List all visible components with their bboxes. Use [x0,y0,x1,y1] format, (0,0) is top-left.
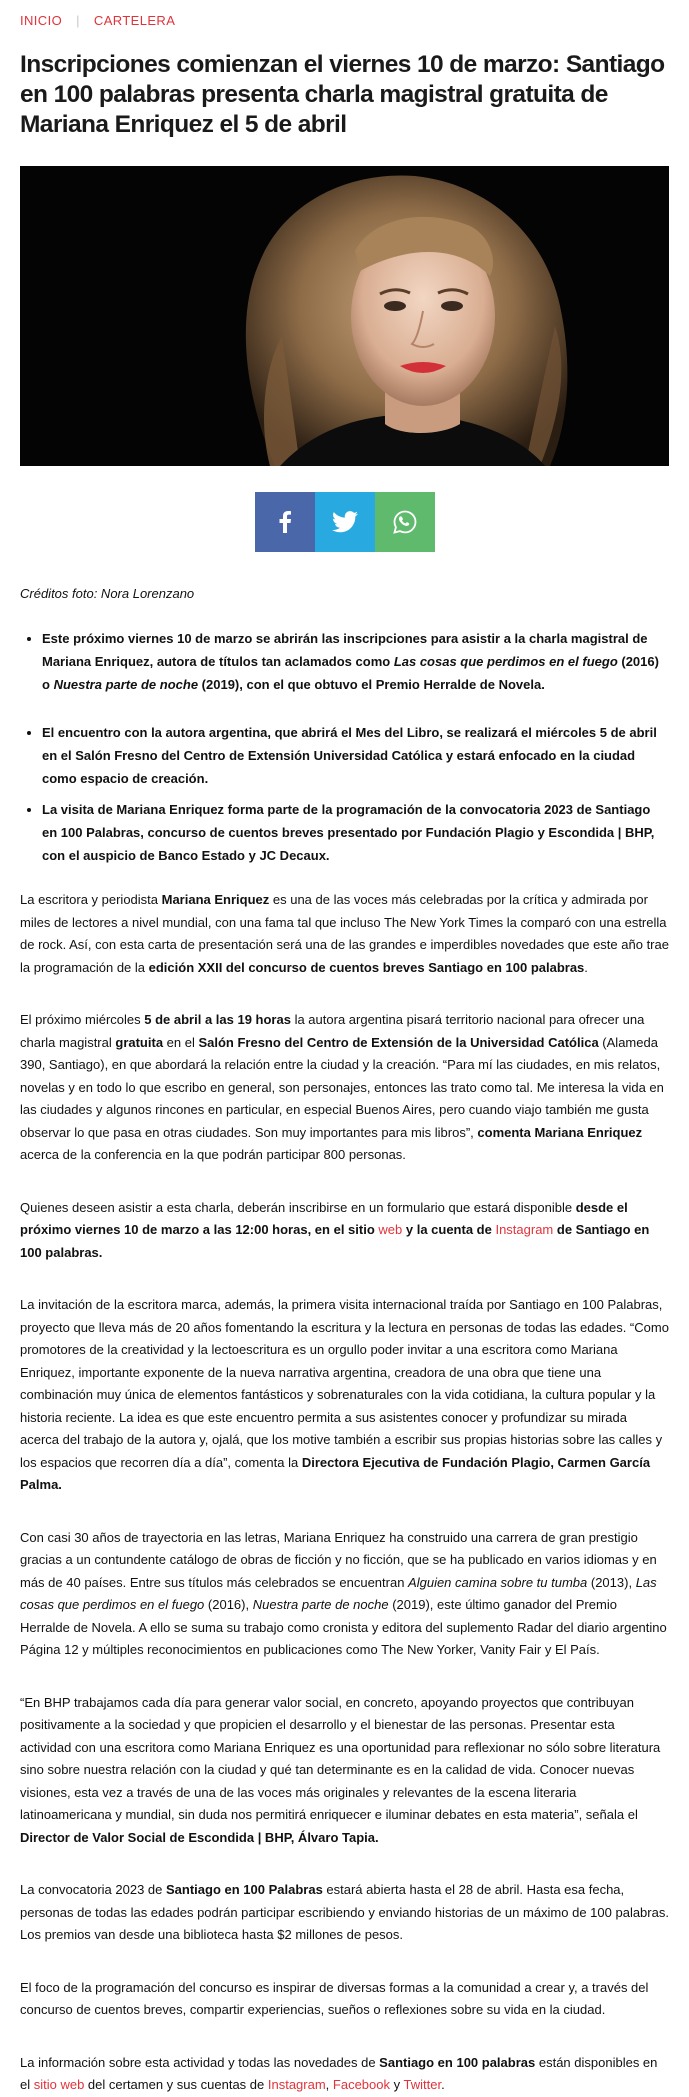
paragraph-text: El foco de la programación del concurso es inspirar de diversas formas a la comunidad a crear y, a través del concurso de cuentos breves, compartir experiencias, sueños o reflexiones sobre su vida en la ciudad. [20,1979,649,2017]
highlight-item: • La visita de Mariana Enriquez forma parte de la programación de la convocatoria 2023 de Santiago en 100 Palabras, concurso de cuentos breves presentado por Fundación Plagio y Escondida | BHP, con el auspicio de Banco Estado y JC Decaux. [42,798,669,867]
paragraph-text: estará abierta hasta el 28 de abril. Hasta esa fecha, personas de todas las edades podrán participar escribiendo y enviando historias de un máximo de 100 palabras. Los premios van desde una biblioteca hasta $2 millones de pesos. [20,1882,669,1942]
paragraph-text: . [584,959,588,975]
book-title: Las cosas que perdimos en el fuego [393,654,618,669]
site-link[interactable]: sitio web [33,2077,85,2092]
highlight-text: Este próximo viernes 10 de marzo se abrirán las inscripciones para asistir a la charla magistral de Mariana Enriquez, autora de títulos tan aclamados como [42,631,648,669]
paragraph-strong: edición XXII del concurso de cuentos breves Santiago en 100 palabras [148,959,585,975]
paragraph-text: Con casi 30 años de trayectoria en las letras, Mariana Enriquez ha construido una carrera de gran prestigio gracias a un contundente catálogo de obras de ficción y no ficción, que se ha publicado en varios idiomas y en más de 40 países. Entre sus títulos más celebrados se encuentran [20,1529,657,1590]
paragraph-text: están disponibles en el [20,2054,658,2092]
paragraph-strong: comenta Mariana Enriquez [477,1124,643,1140]
paragraph-strong: Director de Valor Social de Escondida | BHP, Álvaro Tapia. [20,1829,379,1845]
paragraph-text: “En BHP trabajamos cada día para generar valor social, en concreto, apoyando proyectos que contribuyan positivamente a la sociedad y que propicien el desarrollo y el bienestar de las personas. Presentar esta actividad con una escritora como Mariana Enriquez es una oportunidad para reflexionar no sólo sobre literatura sino sobre nuestra relación con la ciudad y qué tan determinante es en la calidad de vida. Conocer nuevas visiones, esta vez a través de una de las voces más originales y relevantes de la escena literaria latinoamericana y mundial, sin duda nos permitirá enriquecer e iluminar debates en esta materia”, señala el [20,1694,661,1822]
book-title: Nuestra parte de noche [252,1597,389,1612]
article-highlights [20,627,669,867]
paragraph-strong: Directora Ejecutiva de Fundación Plagio, Carmen García Palma. [20,1454,651,1492]
article-paragraph [20,1692,669,1850]
whatsapp-icon [393,510,417,534]
paragraph-text: la autora argentina pisará territorio nacional para ofrecer una charla magistral [20,1012,645,1050]
paragraph-text: La escritora y periodista [20,892,162,907]
breadcrumb-separator: | [76,12,80,28]
paragraph-text: (Alameda 390, Santiago), en que abordará la relación entre la ciudad y la creación. “Para mí las ciudades, en mis relatos, novelas y en todo lo que escribo en general, son personajes, entonces las trato como tal. Me interesa la vida en las ciudades y algunos rincones en particular, en especial Buenos Aires, pero cuando viajo también me gusta observar lo que pasa en otras ciudades. Son muy importantes para mis libros”, [20,1034,664,1140]
facebook-link[interactable]: Facebook [332,2077,390,2092]
paragraph-strong: de Santiago en 100 palabras. [20,1222,650,1260]
article-paragraph [20,2052,669,2097]
book-title: Alguien camina sobre tu tumba [408,1574,588,1590]
paragraph-strong: 5 de abril a las 19 horas [144,1012,291,1027]
breadcrumb-home-link[interactable]: INICIO [20,12,63,28]
paragraph-text: La convocatoria 2023 de [20,1882,166,1897]
article-hero-photo [20,166,669,466]
paragraph-text: La invitación de la escritora marca, además, la primera visita internacional traída por Santiago en 100 Palabras, proyecto que lleva más de 20 años fomentando la escritura y la lectura en personas de todas las edades. “Como promotores de la creatividad y la lectoescritura es un orgullo poder invitar a una escritora como Mariana Enriquez, importante exponente de la nueva narrativa argentina, creadora de una obra que tiene una combinación muy única de elementos fantásticos y sobrenaturales con la vida cotidiana, la cultura popular y la historia reciente. La idea es que este encuentro permita a sus asistentes conocer y profundizar su mirada acerca del trabajo de la autora y, ojalá, que los motive también a escribir sus propias historias sobre las calles y los espacios que recorren día a día”, comenta la [20,1297,669,1470]
portrait-photo [20,166,669,466]
highlight-text: (2016) o [42,654,659,692]
instagram-link[interactable]: Instagram [495,1222,554,1237]
book-title: Nuestra parte de noche [53,677,199,692]
photo-credit: Créditos foto: Nora Lorenzano [20,586,195,601]
paragraph-text: del certamen y sus cuentas de [84,2077,268,2092]
highlight-item [42,627,669,696]
facebook-share-button[interactable] [255,492,315,552]
twitter-share-button[interactable] [315,492,375,552]
paragraph-text: en el [163,1034,199,1050]
breadcrumb-section-link[interactable]: CARTELERA [93,12,176,28]
paragraph-text: es una de las voces más celebradas por la crítica y admirada por miles de lectores a nivel mundial, con una fama tal que incluso The New York Times la comparó con una estrella de rock. Así, con esta carta de presentación será una de las grandes e imperdibles novedades que este año trae la programación de la [20,892,669,975]
article-paragraph [20,889,669,979]
article-paragraph [20,1009,669,1167]
paragraph-text: (2019), este último ganador del Premio Herralde de Novela. A ello se suma su trabajo como cronista y editora del suplemento Radar del diario argentino Página 12 y múltiples reconocimientos en publicaciones como The New Yorker, Vanity Fair y El País. [20,1597,667,1657]
instagram-link[interactable]: Instagram [267,2077,326,2092]
paragraph-strong: Mariana Enriquez [161,892,270,907]
paragraph-strong: desde el próximo viernes 10 de marzo a las 12:00 horas, en el sitio [20,1199,628,1237]
paragraph-text: (2016), [204,1597,253,1612]
whatsapp-share-button[interactable] [375,492,435,552]
article-paragraph [20,1197,669,1265]
paragraph-strong: gratuita [115,1034,164,1050]
highlight-item: • El encuentro con la autora argentina, que abrirá el Mes del Libro, se realizará el miércoles 5 de abril en el Salón Fresno del Centro de Extensión Universidad Católica y estará enfocado en la ciudad como espacio de creación. [42,721,669,790]
article-paragraph [20,1977,669,2022]
paragraph-strong: Santiago en 100 palabras [379,2054,536,2070]
paragraph-text: acerca de la conferencia en la que podrán participar 800 personas. [20,1147,406,1162]
paragraph-text: , [325,2077,333,2092]
paragraph-text: Quienes deseen asistir a esta charla, deberán inscribirse en un formulario que estará disponible [20,1199,576,1215]
paragraph-text: . [441,2077,445,2092]
twitter-icon [332,511,358,533]
paragraph-text: y [390,2077,404,2092]
article-paragraph [20,1879,669,1947]
web-link[interactable]: web [378,1222,403,1237]
highlight-text: (2019), con el que obtuvo el Premio Herralde de Novela. [198,677,545,692]
paragraph-text: La información sobre esta actividad y todas las novedades de [20,2054,380,2070]
paragraph-text: El próximo miércoles [20,1012,145,1027]
share-bar [20,492,669,552]
paragraph-strong: y la cuenta de [402,1222,496,1237]
article-title: Inscripciones comienzan el viernes 10 de marzo: Santiago en 100 palabras presenta charla magistral gratuita de Mariana Enriquez el 5 de abril [20,51,665,138]
facebook-icon [278,511,292,533]
article-paragraph [20,1527,669,1662]
article-paragraph [20,1294,669,1497]
paragraph-text: (2013), [587,1574,636,1590]
twitter-link[interactable]: Twitter [403,2077,442,2092]
book-title: Las cosas que perdimos en el fuego [20,1574,657,1612]
breadcrumb [20,0,669,28]
paragraph-strong: Salón Fresno del Centro de Extensión de la Universidad Católica [198,1034,599,1050]
paragraph-strong: Santiago en 100 Palabras [166,1882,323,1897]
